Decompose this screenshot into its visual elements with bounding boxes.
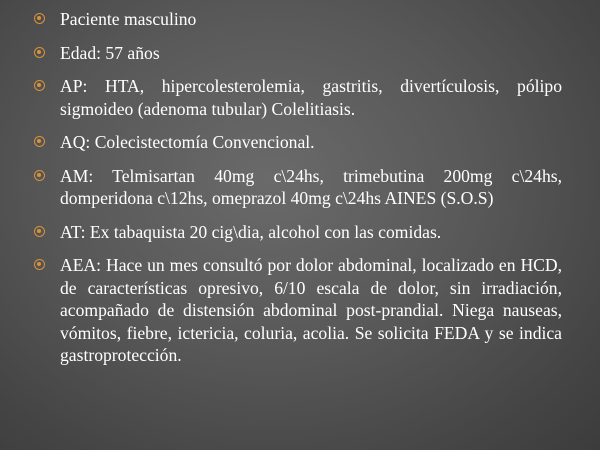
circle-bullet-icon: [34, 13, 45, 24]
bullet-text: AT: Ex tabaquista 20 cig\dia, alcohol con las comidas.: [60, 221, 442, 242]
bullet-text: Paciente masculino: [60, 9, 197, 29]
circle-bullet-icon: [34, 170, 45, 181]
bullet-text: Edad: 57 años: [60, 42, 160, 63]
bullet-item-age: [34, 42, 562, 65]
bullet-item-aq: [34, 131, 562, 154]
circle-bullet-icon: [34, 259, 45, 270]
bullet-text: AM: Telmisartan 40mg c\24hs, trimebutina 200mg c\24hs, domperidona c\12hs, omeprazol 40mg c\24hs AINES (S.O.S): [60, 165, 562, 208]
bullet-item-ap: [34, 75, 562, 120]
bullet-text: AQ: Colecistectomía Convencional.: [60, 132, 315, 152]
bullet-text: AP: HTA, hipercolesterolemia, gastritis, divertículosis, pólipo sigmoideo (adenoma tubular) Colelitiasis.: [60, 76, 562, 119]
circle-bullet-icon: [34, 80, 45, 91]
bullet-list: [34, 8, 562, 367]
bullet-text: AEA: Hace un mes consultó por dolor abdominal, localizado en HCD, de características opresivo, 6/10 escala de dolor, sin irradiación, acompañado de distensión abdominal post-prandial. Niega nauseas, vómitos, fiebre, ictericia, coluria, acolia. Se solicita FEDA y se indica gastroprotección.: [60, 255, 562, 365]
circle-bullet-icon: [34, 136, 45, 147]
bullet-item-at: [34, 221, 562, 244]
circle-bullet-icon: [34, 226, 45, 237]
circle-bullet-icon: [34, 47, 45, 58]
bullet-item-am: [34, 165, 562, 210]
bullet-item-aea: [34, 254, 562, 367]
bullet-item-patient: [34, 8, 562, 31]
